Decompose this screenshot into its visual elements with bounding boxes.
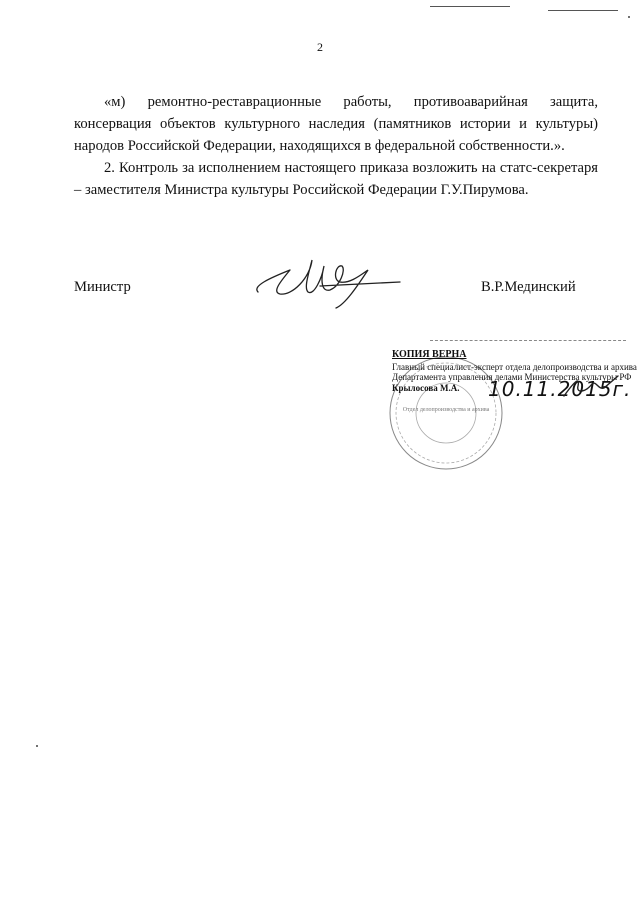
paragraph-item-m: «м) ремонтно-реставрационные работы, противоаварийная защита, консервация объектов культурного наследия (памятников истории и культуры) народов Российской Федерации, находящихся в федеральной собственности.».	[74, 94, 598, 154]
scan-artifact	[548, 10, 618, 11]
certification-signature-icon	[560, 372, 620, 402]
seal-center-text: Отдел делопроизводства и архива	[402, 407, 490, 413]
certification-position-1: Главный специалист-эксперт отдела делопроизводства и архива	[392, 362, 637, 372]
page-number: 2	[317, 40, 323, 54]
paragraph-control: 2. Контроль за исполнением настоящего приказа возложить на статс-секретаря – заместителя Министра культуры Российской Федерации Г.У.Пирумова.	[74, 160, 598, 198]
scan-artifact	[36, 745, 38, 747]
certification-position-2: Департамента управления делами Министерства культуры РФ	[392, 372, 632, 382]
signatory-title: Министр	[74, 279, 131, 295]
minister-signature-icon	[250, 248, 410, 310]
signatory-name: В.Р.Мединский	[481, 279, 576, 295]
scan-artifact	[430, 6, 510, 7]
scan-artifact	[628, 16, 630, 18]
certification-heading: КОПИЯ ВЕРНА	[392, 349, 467, 360]
certification-dashed-line	[430, 340, 626, 341]
certification-date: 10.11.2015г.	[488, 377, 632, 401]
certification-name: Крылосова М.А.	[392, 383, 460, 393]
